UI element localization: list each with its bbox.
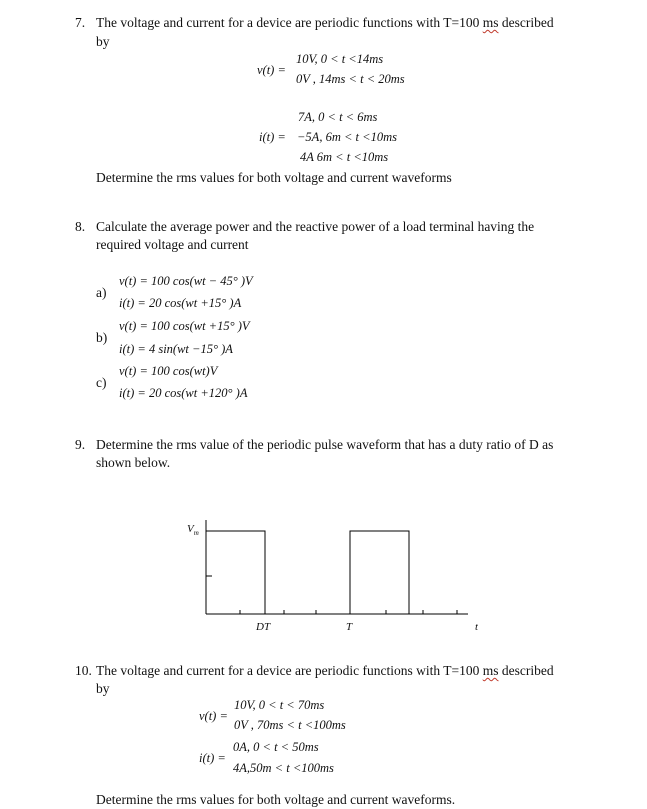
- voltage-case-2: 0V , 14ms < t < 20ms: [296, 72, 405, 86]
- question-8-line-2: required voltage and current: [96, 237, 249, 252]
- current-case-2: 4A,50m < t <100ms: [233, 761, 334, 775]
- question-7-text: The voltage and current for a device are periodic functions with T=100: [96, 15, 483, 30]
- pulse-waveform-graph: [178, 510, 478, 640]
- question-9-number: 9.: [75, 437, 86, 452]
- x-ticks: [240, 610, 457, 614]
- current-lhs: i(t) =: [259, 130, 286, 144]
- current-lhs: i(t) =: [199, 751, 226, 765]
- part-a-label: a): [96, 285, 107, 300]
- question-10-line-2: by: [96, 681, 110, 696]
- y-label-vm: $V_m$: [187, 523, 199, 537]
- question-7-text-end: described: [498, 15, 554, 30]
- current-case-1: 7A, 0 < t < 6ms: [298, 110, 378, 124]
- spellcheck-word: ms: [482, 663, 499, 678]
- voltage-lhs: v(t) =: [199, 709, 228, 723]
- question-10-text-end: described: [498, 663, 554, 678]
- part-c-voltage: v(t) = 100 cos(wt)V: [119, 364, 218, 378]
- pulse-2: [350, 531, 409, 614]
- question-10-text: The voltage and current for a device are periodic functions with T=100: [96, 663, 483, 678]
- question-10-line-1: [96, 663, 554, 679]
- question-7-footer: Determine the rms values for both voltage and current waveforms: [96, 170, 452, 185]
- part-b-voltage: v(t) = 100 cos(wt +15° )V: [119, 319, 250, 333]
- question-10-number: 10.: [75, 663, 92, 678]
- voltage-lhs: v(t) =: [257, 63, 286, 77]
- current-case-3: 4A 6m < t <10ms: [300, 150, 389, 164]
- voltage-case-2: 0V , 70ms < t <100ms: [234, 718, 346, 732]
- question-8-number: 8.: [75, 219, 86, 234]
- question-7-line-2: by: [96, 34, 110, 49]
- x-label-t: t: [475, 621, 478, 633]
- voltage-case-1: 10V, 0 < t < 70ms: [234, 698, 325, 712]
- question-8-line-1: Calculate the average power and the reactive power of a load terminal having the: [96, 219, 535, 234]
- part-a-current: i(t) = 20 cos(wt +15° )A: [119, 296, 242, 310]
- part-c-label: c): [96, 375, 107, 390]
- part-a-voltage: v(t) = 100 cos(wt − 45° )V: [119, 274, 253, 288]
- current-case-2: −5A, 6m < t <10ms: [297, 130, 397, 144]
- question-7-line-1: [96, 15, 554, 31]
- x-label-t-period: T: [346, 621, 353, 633]
- part-b-current: i(t) = 4 sin(wt −15° )A: [119, 342, 233, 356]
- part-b-label: b): [96, 330, 108, 345]
- question-9-line-2: shown below.: [96, 455, 171, 470]
- x-label-dt: DT: [256, 621, 271, 633]
- question-9-line-1: Determine the rms value of the periodic pulse waveform that has a duty ratio of D as: [96, 437, 554, 452]
- voltage-case-1: 10V, 0 < t <14ms: [296, 52, 384, 66]
- current-case-1: 0A, 0 < t < 50ms: [233, 740, 319, 754]
- part-c-current: i(t) = 20 cos(wt +120° )A: [119, 386, 248, 400]
- question-7-number: 7.: [75, 15, 86, 30]
- question-10-footer: Determine the rms values for both voltage and current waveforms.: [96, 792, 456, 807]
- spellcheck-word: ms: [482, 15, 499, 30]
- pulse-1: [206, 531, 265, 614]
